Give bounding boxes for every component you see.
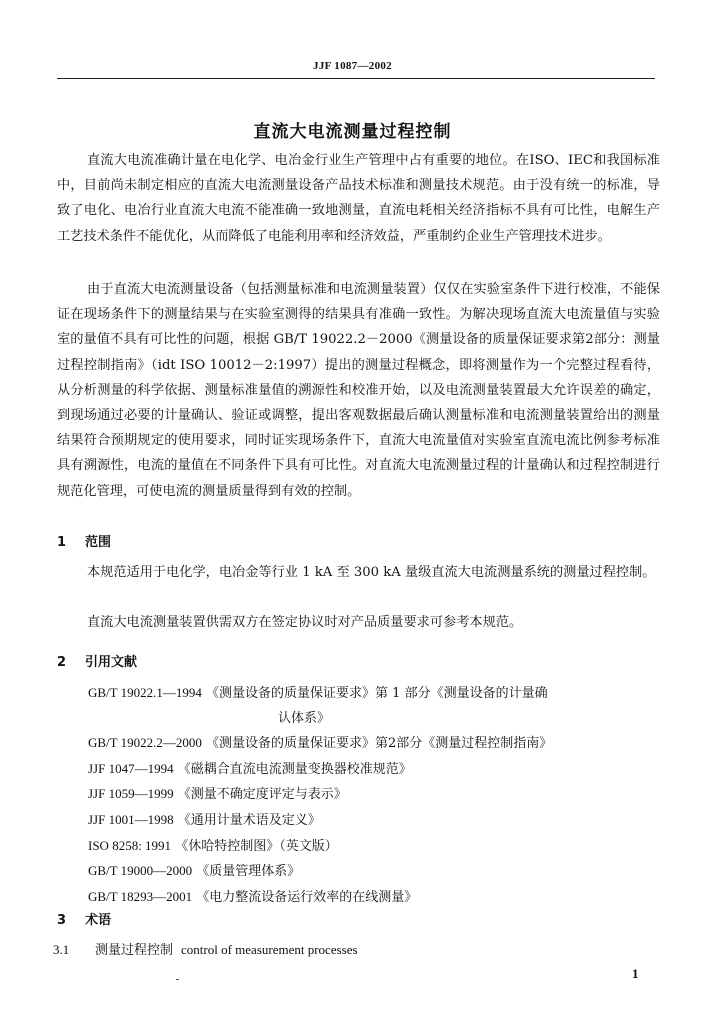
term-chinese: 测量过程控制: [95, 943, 174, 958]
section-heading-references: [57, 651, 137, 670]
reference-title: 《电力整流设备运行效率的在线测量》: [196, 889, 418, 905]
section-title: 范围: [85, 535, 112, 550]
reference-item: [88, 782, 663, 808]
reference-code: GB/T 18293—2001: [88, 888, 193, 904]
reference-code: GB/T 19022.2—2000: [88, 735, 202, 751]
reference-item: [88, 681, 663, 707]
reference-item: [88, 731, 663, 757]
reference-code: GB/T 19022.1—1994: [88, 685, 202, 700]
scope-paragraph-2: 直流大电流测量装置供需双方在签定协议时对产品质量要求可参考本规范。: [87, 615, 523, 630]
reference-item: [88, 859, 663, 885]
section-title: 术语: [85, 913, 112, 928]
subsection-number: 3.1: [53, 942, 70, 957]
reference-title: 《测量不确定度评定与表示》: [177, 787, 347, 803]
document-title: 直流大电流测量过程控制: [253, 122, 452, 142]
reference-title: 《磁耦合直流电流测量变换器校准规范》: [177, 761, 412, 777]
reference-item-continuation: 认体系》: [278, 710, 331, 726]
page-number: 1: [632, 966, 639, 981]
reference-item: [88, 885, 663, 911]
section-title: 引用文献: [85, 655, 138, 670]
reference-title: 《质量管理体系》: [196, 864, 301, 880]
subsection-3-1: [53, 939, 358, 958]
reference-list: [88, 681, 663, 910]
reference-item: [88, 757, 663, 783]
reference-code: ISO 8258: 1991: [88, 837, 172, 853]
reference-title: 《测量设备的质量保证要求》第2部分《测量过程控制指南》: [206, 736, 553, 752]
section-heading-terms: [57, 909, 111, 928]
reference-code: JJF 1059—1999: [88, 786, 174, 802]
scope-paragraph-1: 本规范适用于电化学，电冶金等行业 1 kA 至 300 kA 量级直流大电流测量系统的测量过程控制。: [87, 565, 656, 580]
reference-code: JJF 1001—1998: [88, 811, 174, 827]
scan-speck: [176, 979, 179, 980]
reference-item: [88, 808, 663, 834]
reference-title: 《通用计量术语及定义》: [177, 812, 321, 828]
reference-title: 《休哈特控制图》（英文版）: [175, 838, 338, 854]
section-number: 3: [57, 913, 67, 928]
reference-title: 《测量设备的质量保证要求》第 1 部分《测量设备的计量确: [206, 686, 548, 701]
section-number: 1: [57, 535, 67, 550]
reference-code: JJF 1047—1994: [88, 760, 174, 776]
header-rule: [57, 78, 655, 79]
section-heading-scope: [57, 531, 111, 550]
reference-code: GB/T 19000—2000: [88, 863, 193, 879]
section-number: 2: [57, 655, 67, 670]
header-standard-code: JJF 1087—2002: [313, 60, 392, 72]
term-english: control of measurement processes: [181, 942, 358, 957]
reference-item: [88, 834, 663, 860]
intro-paragraph-1: 直流大电流准确计量在电化学、电冶金行业生产管理中占有重要的地位。在ISO、IEC和我国标准中，目前尚未制定相应的直流大电流测量设备产品技术标准和测量技术规范。由于没有统一的标准，导致了电化、电冶行业直流大电流不能准确一致地测量，直流电耗相关经济指标不具有可比性，电解生产工艺技术条件不能优化，从而降低了电能利用率和经济效益，严重制约企业生产管理技术进步。: [57, 153, 660, 244]
intro-paragraph-2: 由于直流大电流测量设备（包括测量标准和电流测量装置）仅仅在实验室条件下进行校准，不能保证在现场条件下的测量结果与在实验室测得的结果具有准确一致性。为解决现场直流大电流量值与实验室的量值不具有可比性的问题，根据 GB/T 19022.2－2000《测量设备的质量保证要求第2部分：测量过程控制指南》（idt ISO 10012－2:1997）提出的测量过程概念，即将测量作为一个完整过程看待，从分析测量的科学依据、测量标准量值的溯源性和校准开始，以及电流测量装置最大允许误差的确定，到现场通过必要的计量确认、验证或调整，提出客观数据最后确认测量标准和电流测量装置给出的测量结果符合预期规定的使用要求，同时证实现场条件下，直流大电流量值对实验室直流电流比例参考标准具有溯源性，电流的量值在不同条件下具有可比性。对直流大电流测量过程的计量确认和过程控制进行规范化管理，可使电流的测量质量得到有效的控制。: [57, 282, 660, 499]
